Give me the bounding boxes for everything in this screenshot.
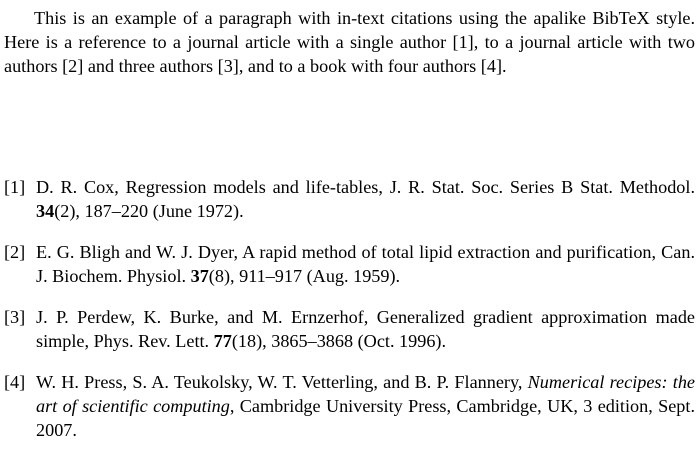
reference-volume: 37 <box>190 266 209 286</box>
reference-text: D. R. Cox, Regression models and life-tables, J. R. Stat. Soc. Series B Stat. Methodol. <box>36 177 695 197</box>
reference-text: J. P. Perdew, K. Burke, and M. Ernzerhof, Generalized gradient approximation made simple, Phys. Rev. Lett. <box>36 307 695 351</box>
reference-number: [4] <box>4 372 26 392</box>
reference-item-2 <box>4 240 695 288</box>
reference-book-title: Numerical recipes: the art of scientific computing <box>36 372 695 416</box>
reference-volume: 34 <box>36 201 55 221</box>
reference-pages: (8), 911–917 (Aug. 1959). <box>208 266 401 286</box>
reference-number: [3] <box>4 307 26 327</box>
reference-text: W. H. Press, S. A. Teukolsky, W. T. Vetterling, and B. P. Flannery, <box>36 372 528 392</box>
reference-number: [2] <box>4 242 26 262</box>
reference-pages: (18), 3865–3868 (Oct. 1996). <box>231 331 447 351</box>
reference-item-4 <box>4 370 695 442</box>
reference-item-1 <box>4 175 695 223</box>
reference-pages: (2), 187–220 (June 1972). <box>54 201 244 221</box>
reference-publisher: , Cambridge University Press, Cambridge, UK, 3 edition, Sept. 2007. <box>36 396 695 440</box>
reference-list <box>4 175 695 459</box>
reference-volume: 77 <box>213 331 232 351</box>
reference-number: [1] <box>4 177 26 197</box>
reference-item-3 <box>4 305 695 353</box>
body-paragraph: This is an example of a paragraph with in-text citations using the apalike BibTeX style. Here is a reference to a journal article with a single author [1], to a journal article with two authors [2] and three authors [3], and to a book with four authors [4]. <box>4 8 695 76</box>
reference-text: E. G. Bligh and W. J. Dyer, A rapid method of total lipid extraction and purification, Can. J. Biochem. Physiol. <box>36 242 695 286</box>
